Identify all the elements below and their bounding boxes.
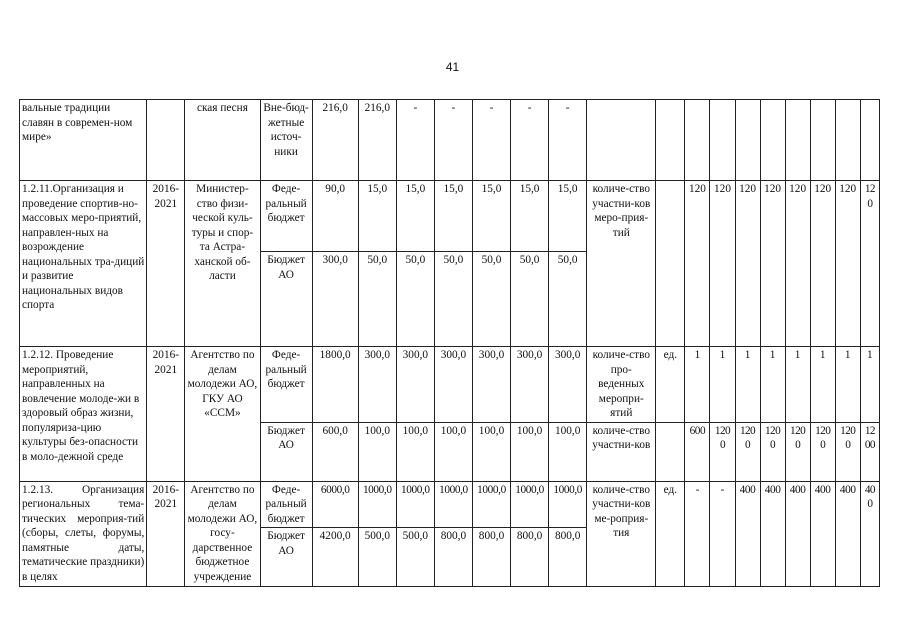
amount-year-cell: 50,0 [549, 252, 587, 347]
executor-cell: Министер-ство физи-ческой куль-туры и спор-та Астра-ханской об-ласти [185, 181, 260, 347]
indicator-cell: количе-ство участни-ков меро-прия-тий [587, 181, 656, 347]
indicator-value-cell [760, 100, 785, 181]
table-row [20, 181, 880, 252]
amount-year-cell: 800,0 [511, 528, 549, 587]
amount-year-cell: 300,0 [434, 347, 472, 423]
amount-total-cell: 90,0 [312, 181, 358, 252]
amount-year-cell: - [472, 100, 510, 181]
amount-year-cell: 100,0 [396, 422, 434, 481]
indicator-value-cell: 1 [735, 347, 760, 423]
unit-cell [656, 422, 685, 481]
indicator-value-cell: 600 [685, 422, 710, 481]
indicator-value-cell: 400 [735, 481, 760, 587]
indicator-value-cell: 1 [710, 347, 735, 423]
measure-name-cell: 1.2.13. Организация региональных тема-тических мероприя-тий (сборы, слеты, форумы, памятные даты, тематические праздники) в целях [20, 481, 147, 587]
indicator-value-cell [860, 100, 879, 181]
indicator-value-cell: 120 [735, 181, 760, 347]
unit-cell: ед. [656, 481, 685, 587]
amount-year-cell: 1000,0 [549, 481, 587, 528]
amount-year-cell: 100,0 [511, 422, 549, 481]
indicator-value-cell: 1 [860, 347, 879, 423]
table-row [20, 100, 880, 181]
indicator-value-cell: 120 [785, 181, 810, 347]
amount-year-cell: 800,0 [434, 528, 472, 587]
page-number: 41 [445, 60, 460, 74]
indicator-value-cell: 1 [785, 347, 810, 423]
amount-year-cell: 15,0 [472, 181, 510, 252]
period-cell: 2016-2021 [147, 347, 185, 482]
amount-year-cell: 300,0 [396, 347, 434, 423]
executor-cell: ская песня [185, 100, 260, 181]
amount-year-cell: - [434, 100, 472, 181]
amount-year-cell: 100,0 [549, 422, 587, 481]
amount-year-cell: 300,0 [511, 347, 549, 423]
indicator-value-cell: 400 [785, 481, 810, 587]
unit-cell [656, 100, 685, 181]
funding-source-cell: Феде-ральный бюджет [260, 481, 312, 528]
amount-total-cell: 1800,0 [312, 347, 358, 423]
indicator-value-cell: 120 [860, 181, 879, 347]
amount-year-cell: 15,0 [549, 181, 587, 252]
indicator-value-cell: 1200 [860, 422, 879, 481]
indicator-value-cell: 120 [810, 181, 835, 347]
indicator-value-cell: 1200 [835, 422, 860, 481]
amount-year-cell: 100,0 [434, 422, 472, 481]
amount-year-cell: 100,0 [472, 422, 510, 481]
amount-total-cell: 600,0 [312, 422, 358, 481]
indicator-cell: количе-ство про-веденных меропри-ятий [587, 347, 656, 423]
indicator-value-cell [785, 100, 810, 181]
indicator-value-cell: 1200 [760, 422, 785, 481]
amount-year-cell: 1000,0 [434, 481, 472, 528]
measure-name-cell: 1.2.11.Организация и проведение спортив-но-массовых меро-приятий, направлен-ных на возрождение национальных тра-диций и развитие национальных видов спорта [20, 181, 147, 347]
amount-year-cell: 1000,0 [358, 481, 396, 528]
amount-year-cell: 50,0 [434, 252, 472, 347]
amount-year-cell: 300,0 [358, 347, 396, 423]
indicator-value-cell: - [710, 481, 735, 587]
indicator-value-cell [685, 100, 710, 181]
executor-cell: Агентство по делам молодежи АО, ГКУ АО «ССМ» [185, 347, 260, 482]
amount-year-cell: 1000,0 [396, 481, 434, 528]
amount-year-cell: 800,0 [472, 528, 510, 587]
indicator-value-cell: 1 [760, 347, 785, 423]
indicator-value-cell: 1 [835, 347, 860, 423]
amount-year-cell: 50,0 [396, 252, 434, 347]
amount-year-cell: 800,0 [549, 528, 587, 587]
amount-year-cell: 500,0 [396, 528, 434, 587]
funding-source-cell: Вне-бюд-жетные источ-ники [260, 100, 312, 181]
amount-year-cell: 1000,0 [472, 481, 510, 528]
amount-year-cell: 216,0 [358, 100, 396, 181]
amount-year-cell: - [549, 100, 587, 181]
indicator-value-cell [735, 100, 760, 181]
indicator-value-cell: 1 [685, 347, 710, 423]
period-cell: 2016-2021 [147, 181, 185, 347]
amount-total-cell: 6000,0 [312, 481, 358, 528]
indicator-cell: количе-ство участни-ков ме-роприя-тия [587, 481, 656, 587]
funding-source-cell: Бюджет АО [260, 422, 312, 481]
amount-year-cell: 15,0 [434, 181, 472, 252]
funding-source-cell: Феде-ральный бюджет [260, 347, 312, 423]
amount-year-cell: 50,0 [511, 252, 549, 347]
amount-year-cell: 1000,0 [511, 481, 549, 528]
amount-year-cell: 100,0 [358, 422, 396, 481]
indicator-value-cell: 120 [710, 181, 735, 347]
indicator-value-cell: 1200 [785, 422, 810, 481]
unit-cell: ед. [656, 347, 685, 423]
indicator-value-cell: 400 [835, 481, 860, 587]
indicator-value-cell: 1200 [810, 422, 835, 481]
amount-total-cell: 300,0 [312, 252, 358, 347]
amount-total-cell: 216,0 [312, 100, 358, 181]
indicator-value-cell [710, 100, 735, 181]
funding-source-cell: Бюджет АО [260, 252, 312, 347]
table-row [20, 347, 880, 423]
indicator-value-cell [810, 100, 835, 181]
indicator-value-cell: 120 [760, 181, 785, 347]
measure-name-cell: вальные традиции славян в современ-ном мире» [20, 100, 147, 181]
indicator-value-cell: 120 [685, 181, 710, 347]
executor-cell: Агентство по делам молодежи АО, госу-дарственное бюджетное учреждение [185, 481, 260, 587]
indicator-value-cell: 400 [760, 481, 785, 587]
indicator-value-cell: 120 [835, 181, 860, 347]
indicator-value-cell: 1200 [735, 422, 760, 481]
amount-year-cell: 300,0 [549, 347, 587, 423]
amount-year-cell: - [396, 100, 434, 181]
indicator-value-cell: 1200 [710, 422, 735, 481]
indicator-value-cell: 400 [810, 481, 835, 587]
indicator-value-cell: - [685, 481, 710, 587]
amount-year-cell: 15,0 [396, 181, 434, 252]
amount-year-cell: 15,0 [511, 181, 549, 252]
amount-year-cell: - [511, 100, 549, 181]
amount-year-cell: 15,0 [358, 181, 396, 252]
funding-source-cell: Бюджет АО [260, 528, 312, 587]
indicator-value-cell: 1 [810, 347, 835, 423]
amount-total-cell: 4200,0 [312, 528, 358, 587]
amount-year-cell: 500,0 [358, 528, 396, 587]
funding-source-cell: Феде-ральный бюджет [260, 181, 312, 252]
indicator-value-cell [835, 100, 860, 181]
indicator-value-cell: 400 [860, 481, 879, 587]
unit-cell [656, 181, 685, 347]
amount-year-cell: 50,0 [358, 252, 396, 347]
measure-name-cell: 1.2.12. Проведение мероприятий, направленных на вовлечение молоде-жи в здоровый образ жизни, популяриза-цию культуры без-опасности в моло-дежной среде [20, 347, 147, 482]
amount-year-cell: 50,0 [472, 252, 510, 347]
amount-year-cell: 300,0 [472, 347, 510, 423]
table-row [20, 481, 880, 528]
period-cell [147, 100, 185, 181]
indicator-cell: количе-ство участни-ков [587, 422, 656, 481]
period-cell: 2016-2021 [147, 481, 185, 587]
program-table [19, 99, 880, 587]
indicator-cell [587, 100, 656, 181]
